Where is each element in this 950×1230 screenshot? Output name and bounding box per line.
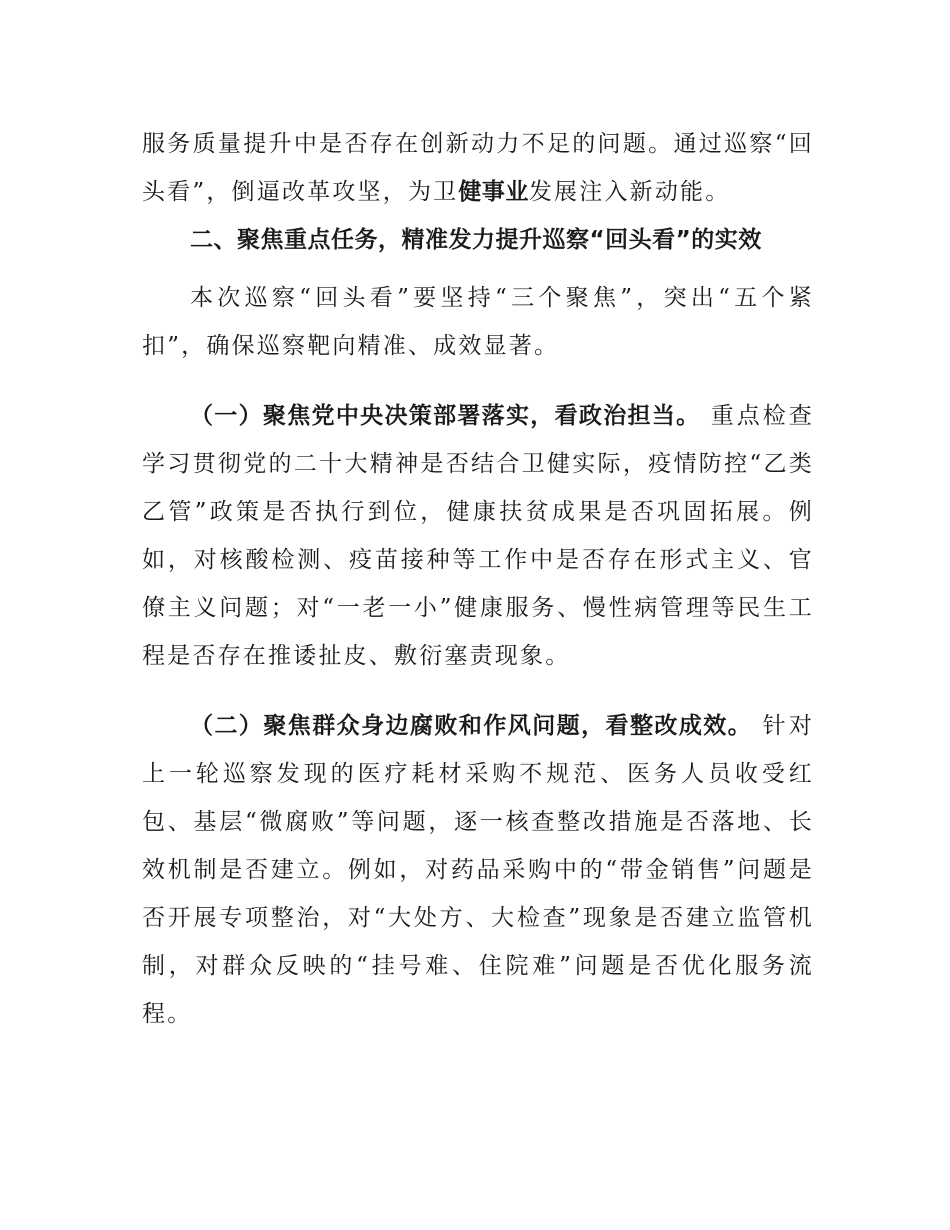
paragraph-continuation [142, 120, 814, 216]
subsection-1-title: （一）聚焦党中央决策部署落实，看政治担当。 [190, 403, 701, 429]
document-body [142, 120, 814, 1038]
subsection-2-title: （二）聚焦群众身边腐败和作风问题，看整改成效。 [190, 713, 753, 739]
subsection-1 [142, 392, 814, 680]
paragraph-text-end: 发展注入新动能。 [528, 179, 731, 205]
bold-term: 健事业 [458, 179, 529, 205]
subsection-2 [142, 702, 814, 1038]
paragraph-text: 服务质量提升中是否存在创新动力不足的问题。通过巡察“回头看”，倒逼改革攻坚，为卫 [142, 131, 814, 205]
intro-paragraph: 本次巡察“回头看”要坚持“三个聚焦”，突出“五个紧扣”，确保巡察靶向精准、成效显著。 [142, 285, 814, 359]
subsection-1-body: 重点检查学习贯彻党的二十大精神是否结合卫健实际，疫情防控“乙类乙管”政策是否执行到位，健康扶贫成果是否巩固拓展。例如，对核酸检测、疫苗接种等工作中是否存在形式主义、官僚主义问题；对“一老一小”健康服务、慢性病管理等民生工程是否存在推诿扯皮、敷衍塞责现象。 [142, 403, 815, 669]
subsection-2-body: 针对上一轮巡察发现的医疗耗材采购不规范、医务人员收受红包、基层“微腐败”等问题，逐一核查整改措施是否落地、长效机制是否建立。例如，对药品采购中的“带金销售”问题是否开展专项整治，对“大处方、大检查”现象是否建立监管机制，对群众反映的“挂号难、住院难”问题是否优化服务流程。 [142, 713, 815, 1027]
section-heading: 二、聚焦重点任务，精准发力提升巡察“回头看”的实效 [190, 227, 762, 253]
